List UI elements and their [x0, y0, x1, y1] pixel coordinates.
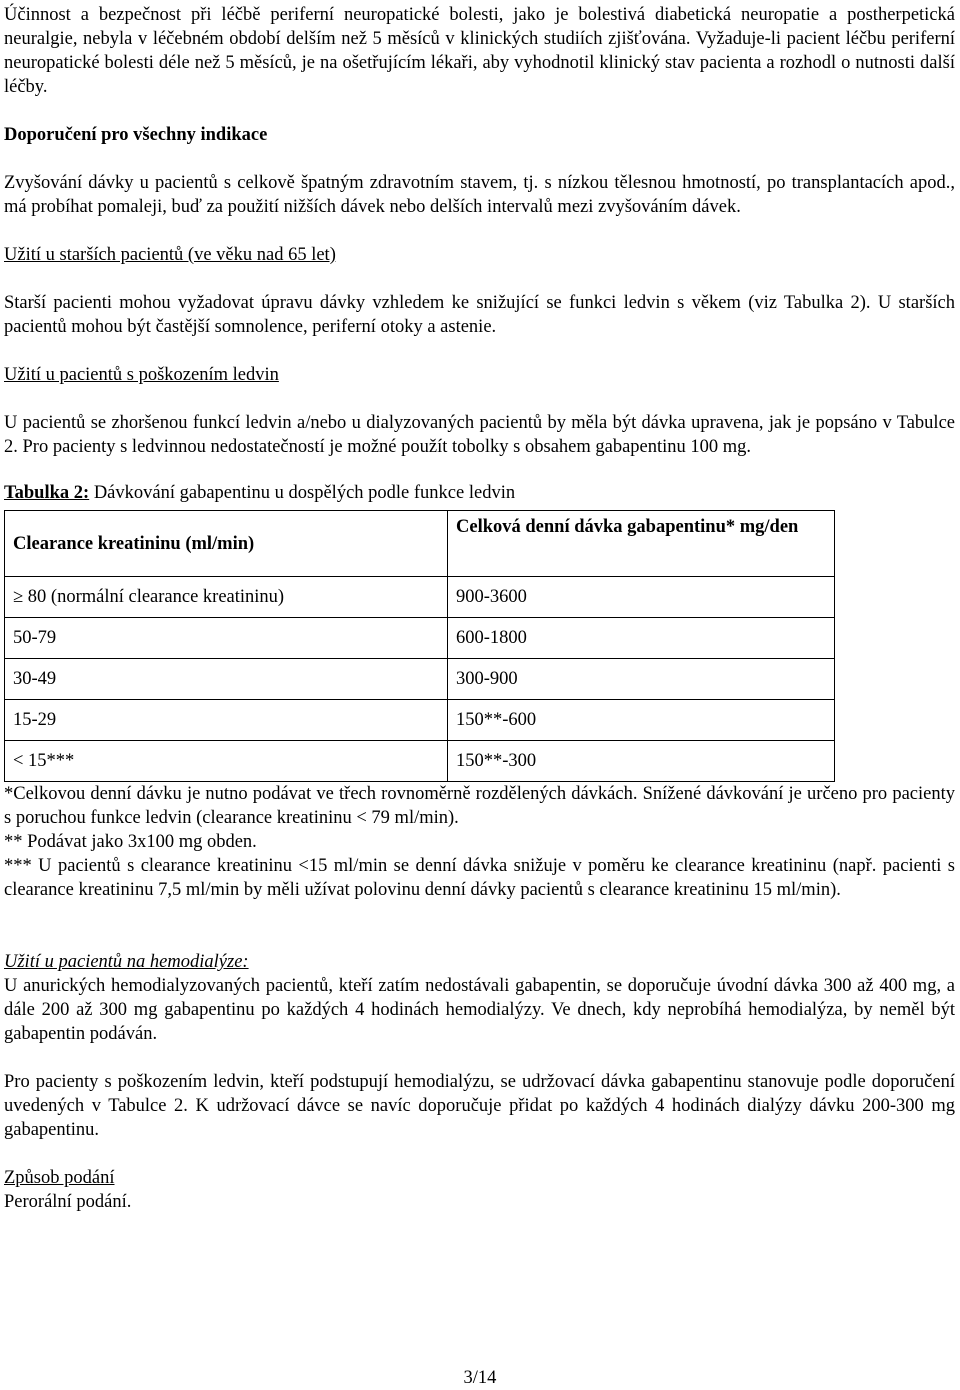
- intro-paragraph: Účinnost a bezpečnost při léčbě periferní neuropatické bolesti, jako je bolestivá diabetická neuropatie a postherpetická neuralgie, nebyla v léčebném období delším než 5 měsíců v klinických studiích zjišťována. Vyžaduje-li pacient léčbu periferní neuropatické bolesti déle než 5 měsíců, je na ošetřujícím lékaři, aby vyhodnotil klinický stav pacienta a rozhodl o nutnosti další léčby.: [4, 5, 955, 97]
- table-caption: [4, 481, 955, 505]
- clearance-cell: ≥ 80 (normální clearance kreatininu): [5, 577, 448, 618]
- dose-cell: 300-900: [448, 659, 835, 700]
- footnote-2: ** Podávat jako 3x100 mg obden.: [4, 832, 257, 852]
- page-number: 3/14: [463, 1368, 497, 1388]
- table-row: [5, 618, 835, 659]
- hemodialysis-text-1: U anurických hemodialyzovaných pacientů, kteří zatím nedostávali gabapentin, se doporučuje úvodní dávka 300 až 400 mg, a dále 200 až 300 mg gabapentinu po každých 4 hodinách hemodialýzy. Ve dnech, kdy neprobíhá hemodialýza, by neměl být gabapentin podáván.: [4, 976, 955, 1044]
- hemodialysis-text-2: Pro pacienty s poškozením ledvin, kteří podstupují hemodialýzu, se udržovací dávka gabapentinu stanovuje podle doporučení uvedených v Tabulce 2. K udržovací dávce se navíc doporučuje přidat po každých 4 hodinách dialýzy dávku 200-300 mg gabapentinu.: [4, 1072, 955, 1140]
- table-header-row: [5, 511, 835, 577]
- dose-cell: 600-1800: [448, 618, 835, 659]
- footnote-1: *Celkovou denní dávku je nutno podávat ve třech rovnoměrně rozdělených dávkách. Snížené dávkování je určeno pro pacienty s poruchou funkce ledvin (clearance kreatininu < 79 ml/min).: [4, 784, 955, 828]
- renal-heading: Užití u pacientů s poškozením ledvin: [4, 365, 279, 385]
- document-page: [4, 3, 955, 1214]
- clearance-cell: 30-49: [5, 659, 448, 700]
- elderly-heading: Užití u starších pacientů (ve věku nad 65 let): [4, 245, 336, 265]
- col-dose-header: Celková denní dávka gabapentinu* mg/den: [448, 511, 835, 577]
- administration-heading: Způsob podání: [4, 1168, 115, 1188]
- hemodialysis-heading: Užití u pacientů na hemodialýze:: [4, 952, 249, 972]
- table-row: [5, 659, 835, 700]
- table-caption-label: Tabulka 2:: [4, 483, 90, 503]
- clearance-cell: 15-29: [5, 700, 448, 741]
- dose-cell: 900-3600: [448, 577, 835, 618]
- table-row: [5, 741, 835, 782]
- col-clearance-header: Clearance kreatininu (ml/min): [5, 511, 448, 577]
- clearance-cell: < 15***: [5, 741, 448, 782]
- table-row: [5, 700, 835, 741]
- dose-cell: 150**-600: [448, 700, 835, 741]
- dose-cell: 150**-300: [448, 741, 835, 782]
- table-row: [5, 577, 835, 618]
- elderly-text: Starší pacienti mohou vyžadovat úpravu dávky vzhledem ke snižující se funkci ledvin s věkem (viz Tabulka 2). U starších pacientů mohou být častější somnolence, periferní otoky a astenie.: [4, 293, 955, 337]
- renal-text: U pacientů se zhoršenou funkcí ledvin a/nebo u dialyzovaných pacientů by měla být dávka upravena, jak je popsáno v Tabulce 2. Pro pacienty s ledvinnou nedostatečností je možné použít tobolky s obsahem gabapentinu 100 mg.: [4, 413, 955, 457]
- table-footnotes: [4, 782, 955, 902]
- all-indications-text: Zvyšování dávky u pacientů s celkově špatným zdravotním stavem, tj. s nízkou tělesnou hmotností, po transplantacích apod., má probíhat pomaleji, buď za použití nižších dávek nebo delších intervalů mezi zvyšováním dávek.: [4, 173, 955, 217]
- table-caption-text: Dávkování gabapentinu u dospělých podle funkce ledvin: [89, 483, 516, 503]
- clearance-cell: 50-79: [5, 618, 448, 659]
- footnote-3: *** U pacientů s clearance kreatininu <15 ml/min se denní dávka snižuje v poměru ke clearance kreatininu (např. pacienti s clearance kreatininu 7,5 ml/min by měli užívat polovinu denní dávky pacientů s clearance kreatininu 15 ml/min).: [4, 856, 955, 900]
- all-indications-heading: Doporučení pro všechny indikace: [4, 125, 268, 145]
- administration-text: Perorální podání.: [4, 1192, 132, 1212]
- dosage-table: [4, 510, 835, 782]
